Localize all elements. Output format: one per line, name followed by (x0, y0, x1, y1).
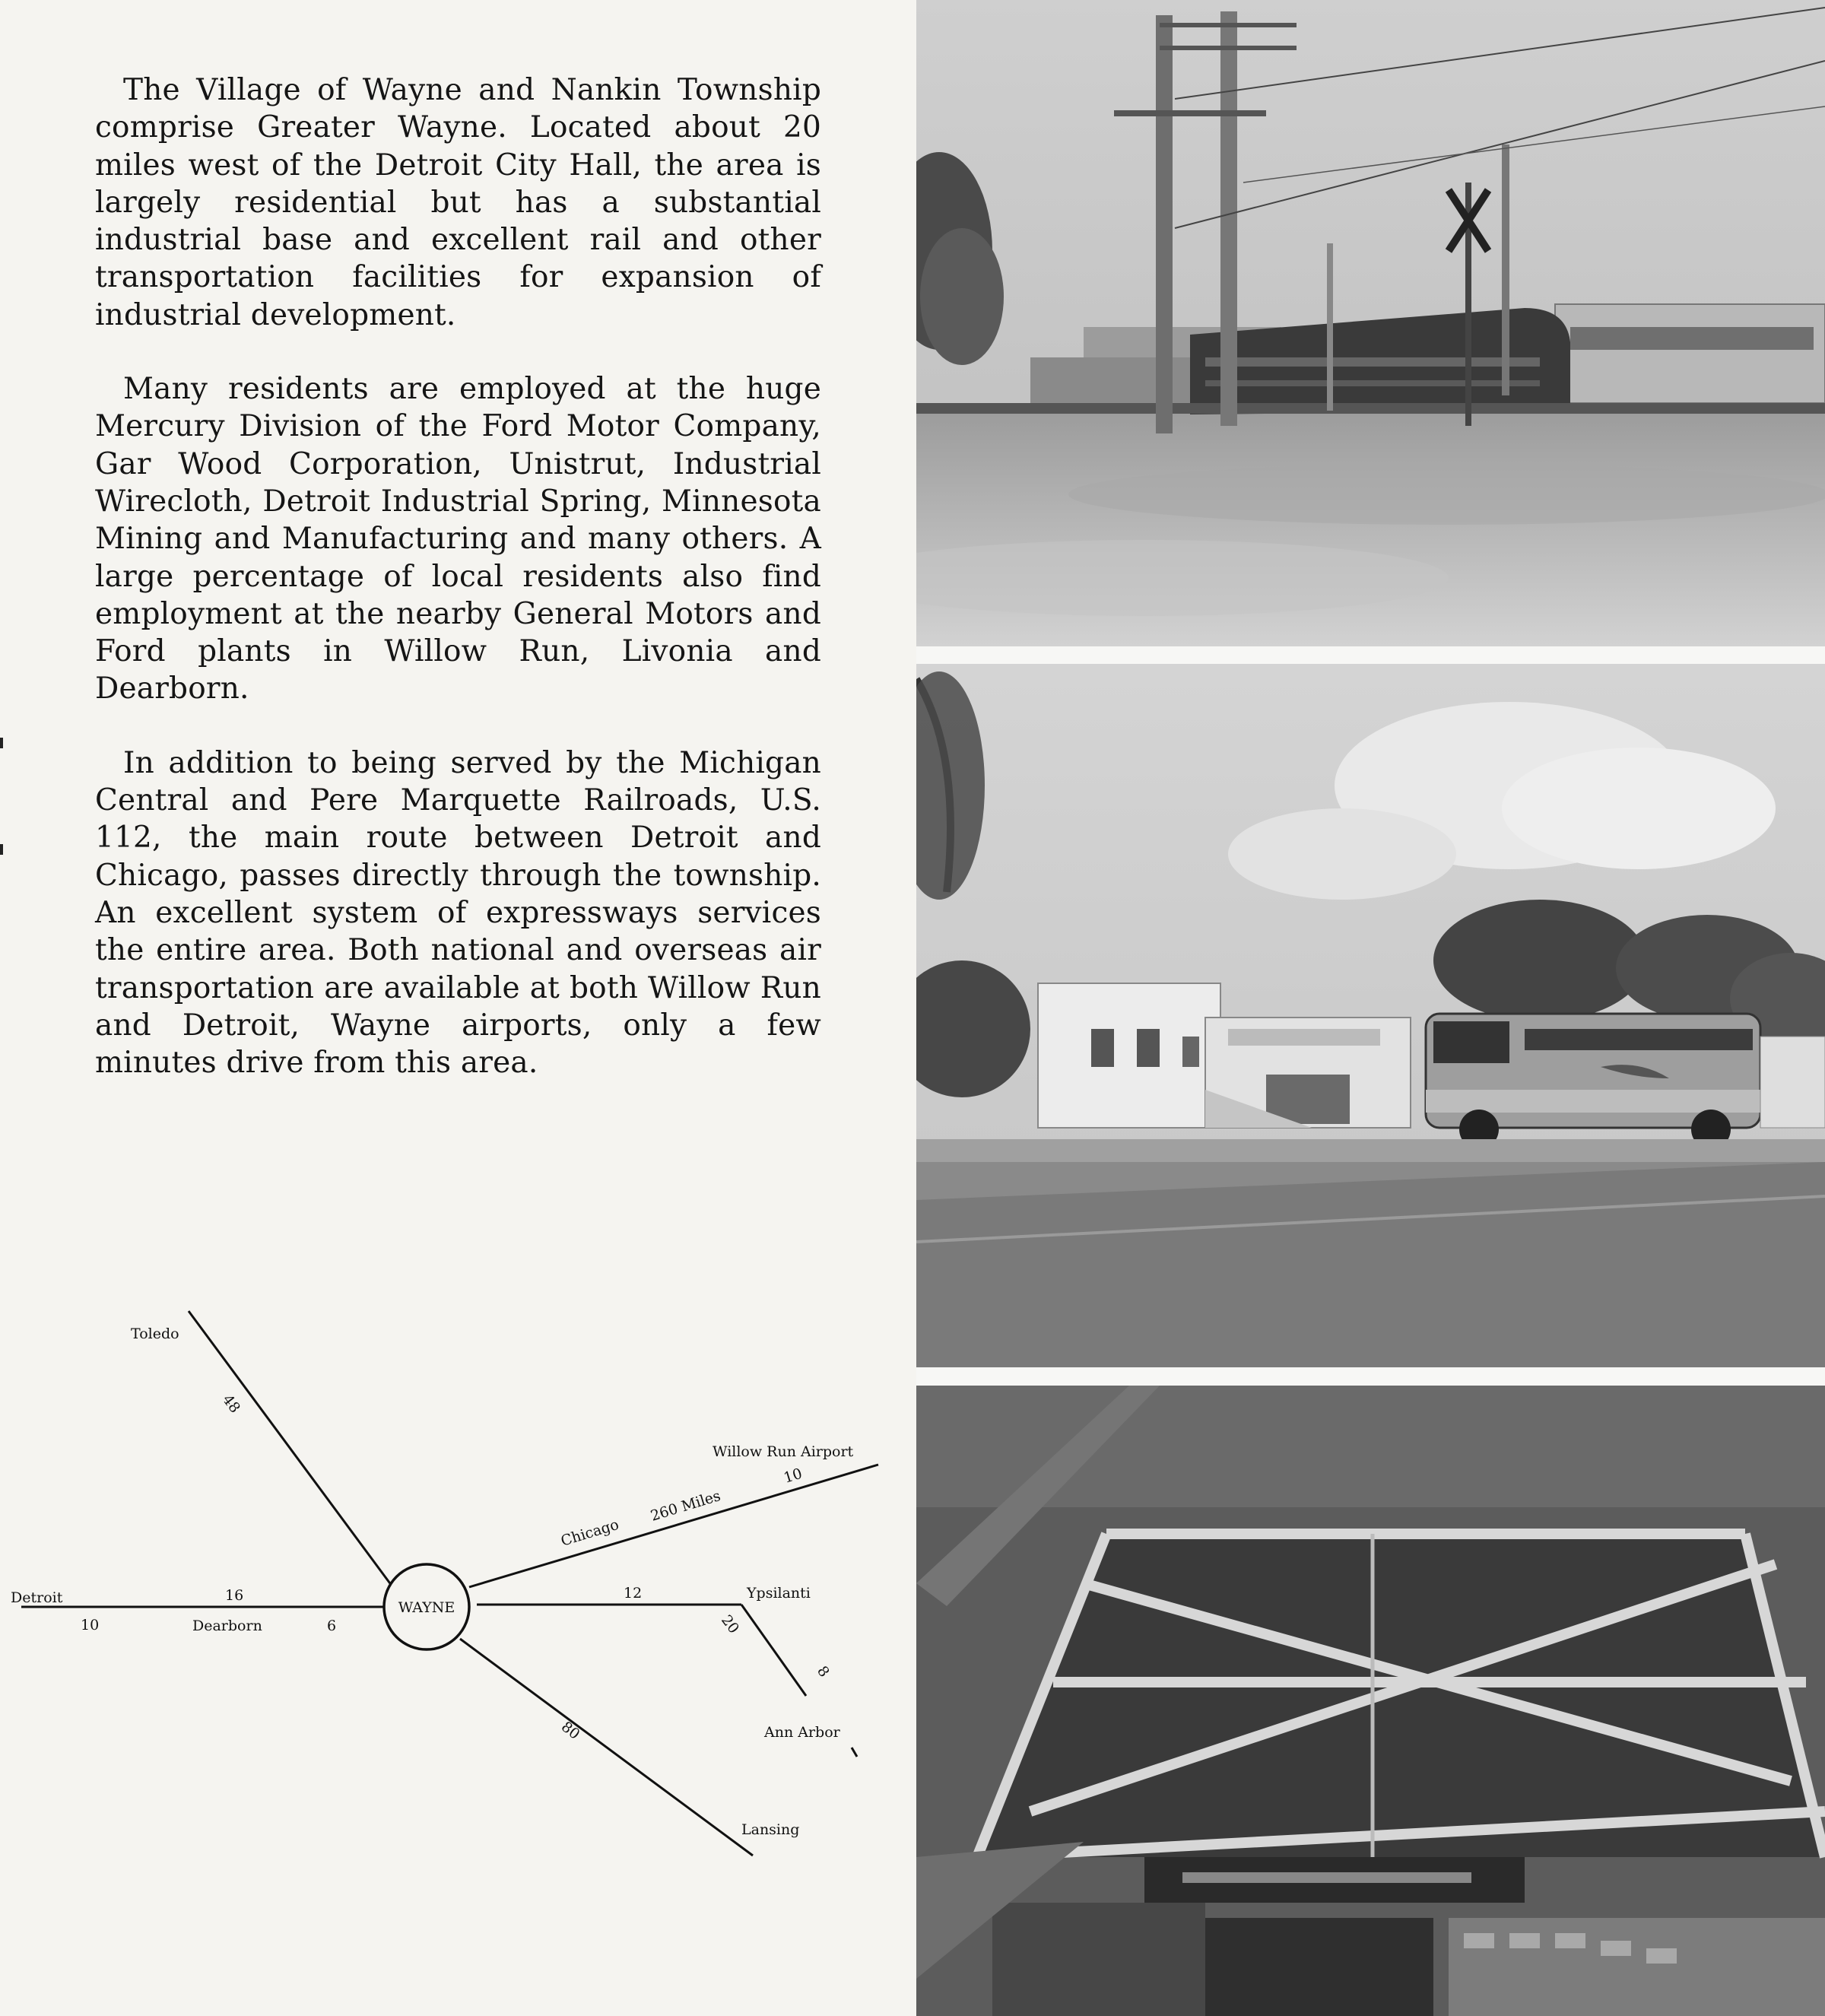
distance-toledo: 48 (219, 1391, 244, 1417)
toledo-label: Toledo (131, 1325, 179, 1342)
distance-dearborn: 6 (327, 1618, 337, 1634)
paragraph-employers: Many residents are employed at the huge Mercury Division of the Ford Motor Company, Gar Wood Corporation, Unistrut, Industrial Wirecloth, Detroit Industrial Spring, Minnesota Mining and Manufacturing and many others. A large percentage of local residents also find employment at the nearby General Motors and Ford plants in Willow Run, Livonia and Dearborn. (95, 372, 821, 706)
chicago-label: Chicago (559, 1516, 621, 1550)
route-line-lansing (460, 1639, 753, 1856)
airport-aerial-photo (916, 1386, 1825, 2016)
wayne-label: WAYNE (398, 1599, 455, 1616)
right-page (916, 0, 1825, 2016)
text-column (95, 71, 821, 1118)
distance-ypsilanti: 12 (624, 1585, 643, 1602)
distance-willow-run: 10 (782, 1465, 805, 1487)
distance-chicago: 260 Miles (649, 1487, 723, 1525)
margin-mark (0, 844, 3, 855)
detroit-label: Detroit (11, 1589, 63, 1606)
ann-arbor-label: Ann Arbor (764, 1724, 840, 1741)
willow-run-label: Willow Run Airport (713, 1443, 854, 1460)
route-line-willow-run (469, 1465, 878, 1587)
route-line-toledo (189, 1311, 392, 1586)
route-map (0, 1293, 916, 1901)
lansing-label: Lansing (741, 1821, 800, 1838)
paragraph-transportation: In addition to being served by the Michigan Central and Pere Marquette Railroads, U.S. 112, the main route between Detroit and Chicago, passes directly through the township. An excellent system of expressways services the entire area. Both national and overseas air transportation are available at both Willow Run and Detroit, Wayne airports, only a few minutes drive from this area. (95, 745, 821, 1081)
paragraph-intro: The Village of Wayne and Nankin Township comprise Greater Wayne. Located about 20 miles west of the Detroit City Hall, the area is largely residential but has a substantial industrial base and excellent rail and other transportation facilities for expansion of industrial development. (95, 73, 821, 332)
route-tick-ann-arbor (852, 1748, 857, 1757)
distance-ypsilanti-ann-arbor-b: 8 (814, 1662, 833, 1681)
distance-detroit: 10 (81, 1617, 100, 1633)
bus-station-photo (916, 664, 1825, 1367)
route-line-ann-arbor (741, 1605, 806, 1696)
ypsilanti-label: Ypsilanti (747, 1585, 811, 1602)
dearborn-label: Dearborn (192, 1618, 262, 1634)
railroad-crossing-photo (916, 0, 1825, 646)
distance-ypsilanti-ann-arbor-a: 20 (718, 1611, 743, 1637)
distance-detroit-total: 16 (225, 1587, 244, 1604)
distance-lansing: 80 (557, 1718, 583, 1743)
margin-mark (0, 738, 3, 748)
